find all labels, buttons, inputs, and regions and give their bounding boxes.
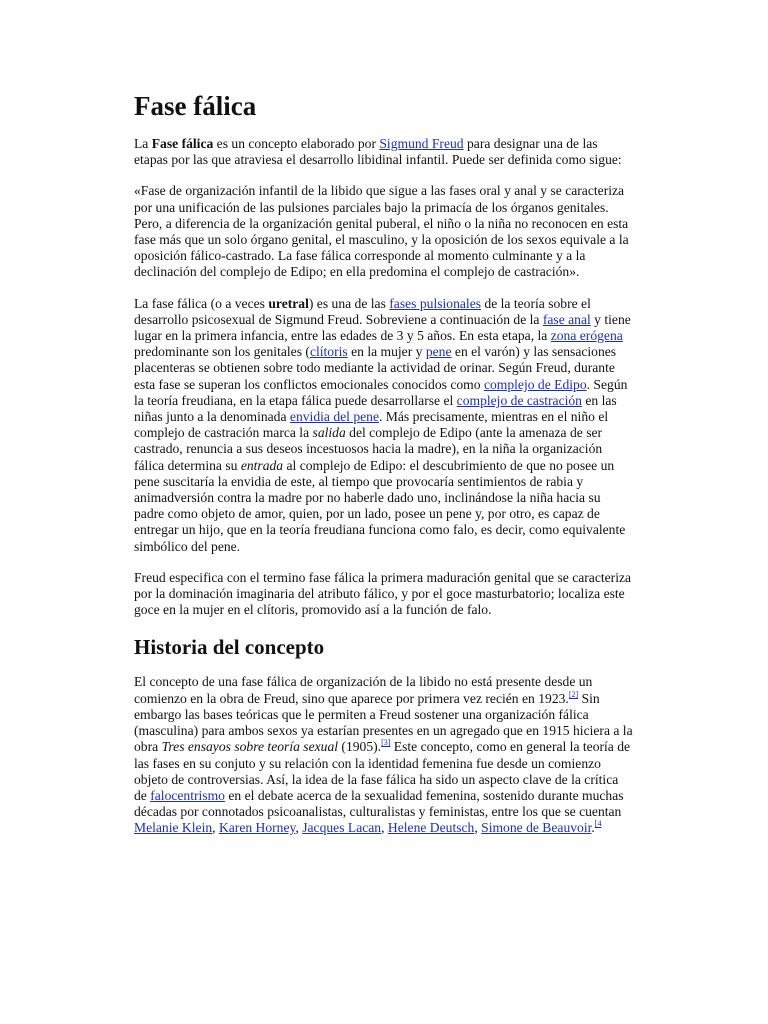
text: . Según la teoría freudiana, en la etapa fálica puede desarrollarse el xyxy=(134,376,628,408)
link-pene[interactable]: pene xyxy=(425,344,452,360)
text: (1905). xyxy=(338,739,382,755)
italic-term: salida xyxy=(312,425,346,441)
text: . xyxy=(591,820,595,836)
intro-paragraph xyxy=(134,136,634,168)
link-complejo-de-castracion[interactable]: complejo de castración xyxy=(456,392,582,408)
text: predominante son los genitales ( xyxy=(134,344,310,360)
reference-link[interactable]: [2] xyxy=(568,689,579,699)
text: de la teoría sobre el desarrollo psicosexual de Sigmund Freud. Sobreviene a continuación de la xyxy=(134,295,591,327)
text: es un concepto elaborado por xyxy=(213,136,380,151)
link-envidia-del-pene[interactable]: envidia del pene xyxy=(289,409,379,425)
text: , xyxy=(295,820,303,836)
text: en el debate acerca de la sexualidad femenina, sostenido durante muchas décadas por connotados psicoanalistas, culturalistas y feministas, entre los que se cuentan xyxy=(134,787,624,820)
link-melanie-klein[interactable]: Melanie Klein xyxy=(134,820,213,836)
history-paragraph xyxy=(134,674,634,836)
link-sigmund-freud[interactable]: Sigmund Freud xyxy=(379,136,464,151)
text: en la mujer y xyxy=(347,344,426,360)
link-zona-erogena[interactable]: zona erógena xyxy=(550,328,623,344)
text: , xyxy=(212,820,219,836)
text: . Más precisamente, mientras en el niño el complejo de castración marca la xyxy=(134,409,609,441)
definition-quote: «Fase de organización infantil de la libido que sigue a las fases oral y anal y se caracteriza por una unificación de las pulsiones parciales bajo la primacía de los órganos genitales. Pero, a diferencia de la organización genital puberal, el niño o la niña no reconocen en esta fase más que un solo órgano genital, el masculino, y la oposición de los sexos equivale a la oposición fálico-castrado. La fase fálica corresponde al momento culminante y a la declinación del complejo de Edipo; en ella predomina el complejo de castración». xyxy=(134,183,629,280)
reference-link[interactable]: [4 xyxy=(594,819,602,829)
link-jacques-lacan[interactable]: Jacques Lacan xyxy=(302,820,382,836)
link-falocentrismo[interactable]: falocentrismo xyxy=(150,787,225,803)
text: Sin embargo las bases teóricas que le permiten a Freud sostener una organización fálica (masculina) para ambos sexos ya estarían presentes en un agregado que en 1915 hiciera a la obra xyxy=(134,690,633,755)
text: para designar una de las etapas por las que atraviesa el desarrollo libidinal infantil. Puede ser definida como sigue: xyxy=(134,136,622,168)
text: en las niñas junto a la denominada xyxy=(134,392,617,425)
link-complejo-de-edipo[interactable]: complejo de Edipo xyxy=(483,376,587,392)
text: , xyxy=(474,820,482,836)
article xyxy=(134,84,634,852)
text: del complejo de Edipo (ante la amenaza de ser castrado, renuncia a sus deseos incestuosos hacia la madre), en la niña la organización fálica determina su xyxy=(134,425,603,473)
italic-term: entrada xyxy=(240,457,284,473)
link-simone-de-beauvoir[interactable]: Simone de Beauvoir xyxy=(481,820,592,836)
reference-link[interactable]: [3] xyxy=(381,738,391,748)
text: La fase fálica (o a veces xyxy=(134,295,269,311)
text: , xyxy=(381,820,388,836)
text: La xyxy=(134,136,152,151)
bold-term: uretral xyxy=(268,295,309,311)
text: El concepto de una fase fálica de organización de la libido no está presente desde un comienzo en la obra de Freud, sino que aparece por primera vez recién en 1923. xyxy=(134,674,593,706)
section-heading: Historia del concepto xyxy=(134,635,325,660)
link-helene-deutsch[interactable]: Helene Deutsch xyxy=(387,820,475,836)
text: ) es una de las xyxy=(308,295,390,311)
freud-paragraph: Freud especifica con el termino fase fálica la primera maduración genital que se caracteriza por la dominación imaginaria del atributo fálico, y por el goce masturbatorio; localiza este goce en la mujer en el clítoris, promovido así a la función de falo. xyxy=(134,569,632,618)
link-clitoris[interactable]: clítoris xyxy=(309,344,348,360)
link-fases-pulsionales[interactable]: fases pulsionales xyxy=(389,295,482,311)
link-karen-horney[interactable]: Karen Horney xyxy=(218,820,296,836)
page-title: Fase fálica xyxy=(134,91,257,121)
text: al complejo de Edipo: el descubrimiento de que no posee un pene suscitaría la envidia de este, al tiempo que provocaría sentimientos de rabia y animadversión contra la madre por no haberle dado uno, inclinándose la niña hacia su padre como objeto de amor, quien, por un lado, posee un pene y, por otro, es capaz de entregar un hijo, que en la teoría freudiana funciona como falo, es decir, como equivalente simbólico del pene. xyxy=(134,457,626,554)
text: en el varón) y las sensaciones placenteras se obtienen sobre todo mediante la actividad de orinar. Según Freud, durante esta fase se superan los conflictos emocionales conocidos como xyxy=(134,344,617,392)
link-fase-anal[interactable]: fase anal xyxy=(542,311,591,327)
text: y tiene lugar en la primera infancia, entre las edades de 3 y 5 años. En esta etapa, la xyxy=(134,311,631,344)
bold-term: Fase fálica xyxy=(151,136,214,151)
italic-book-title: Tres ensayos sobre teoría sexual xyxy=(161,739,339,755)
description-paragraph xyxy=(134,296,634,555)
text: Este concepto, como en general la teoría de las fases en su conjuto y su relación con la identidad femenina fue desde un comienzo objeto de controversias. Así, la idea de la fase fálica ha sido un aspecto clave de la crítica de xyxy=(134,739,631,803)
